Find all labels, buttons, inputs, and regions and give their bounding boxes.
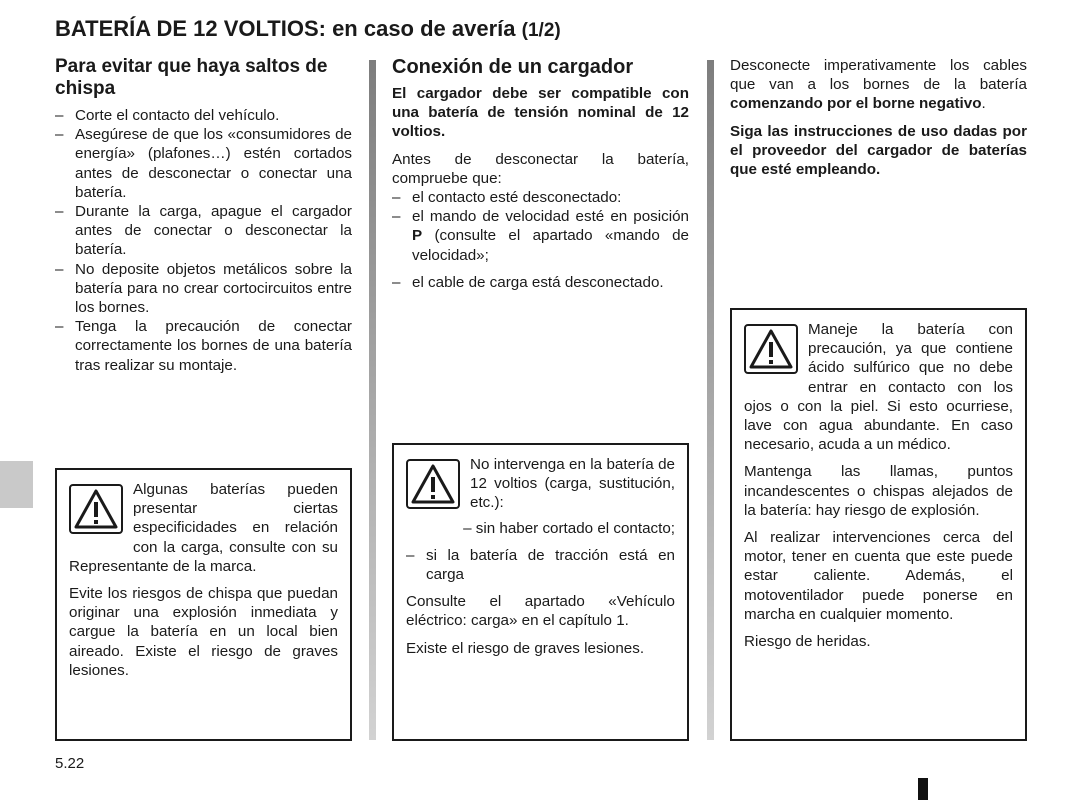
warning-triangle-icon xyxy=(406,459,460,509)
list-item: – No deposite objetos metálicos sobre la batería para no crear cortocircuitos entre los bornes. xyxy=(55,260,352,318)
warning-box-acid xyxy=(730,308,1027,741)
list-item: – el contacto esté desconectado: xyxy=(392,188,689,207)
page-number: 5.22 xyxy=(55,755,85,772)
list-item: – Asegúrese de que los «consumidores de energía» (plafones…) estén cortados antes de desconectar o conectar una batería. xyxy=(55,125,352,202)
page-title-suffix: (1/2) xyxy=(521,20,561,41)
column-separator-2 xyxy=(707,60,714,740)
warning-list xyxy=(406,546,675,584)
column-2 xyxy=(392,56,689,292)
supplier-instructions-note: Siga las instrucciones de uso dadas por el proveedor del cargador de baterías que esté empleando. xyxy=(730,122,1027,179)
warning-text: Riesgo de heridas. xyxy=(744,633,871,651)
warning-text: – sin haber cortado el contacto; xyxy=(463,519,675,537)
warning-text: Existe el riesgo de graves lesiones. xyxy=(406,639,645,657)
list-item: – si la batería de tracción está en carga xyxy=(406,546,675,584)
warning-text: Algunas baterías pueden presentar ciertas especificidades en relación con la carga, consulte con su Representante de la marca. xyxy=(69,481,338,575)
warning-text: Consulte el apartado «Vehículo eléctrico: carga» en el capítulo 1. xyxy=(406,593,675,630)
charger-compatibility-note: El cargador debe ser compatible con una batería de tensión nominal de 12 voltios. xyxy=(392,85,689,141)
list-item: – Tenga la precaución de conectar correctamente los bornes de una batería tras realizar su montaje. xyxy=(55,317,352,375)
warning-text: Maneje la batería con precaución, ya que contiene ácido sulfúrico que no debe entrar en contacto con los ojos o con la piel. Si esto ocurriese, lave con agua abundante. En caso necesario, acuda a un médico. xyxy=(744,321,1013,454)
check-intro: Antes de desconectar la batería, compruebe que: xyxy=(392,150,689,187)
list-item: – el mando de velocidad esté en posición P (consulte el apartado «mando de velocidad»; xyxy=(392,207,689,265)
disconnect-instruction: Desconecte imperativamente los cables que van a los bornes de la batería comenzando por el borne negativo. xyxy=(730,57,1027,113)
pre-disconnect-checklist xyxy=(392,188,689,292)
chapter-tab xyxy=(0,461,33,508)
warning-box-12v xyxy=(392,443,689,741)
list-item: – Durante la carga, apague el cargador antes de conectar o desconectar la batería. xyxy=(55,202,352,260)
page-edge-marker xyxy=(918,778,928,800)
warning-text: Mantenga las llamas, puntos incandescentes o chispas alejados de la batería: hay riesgo de explosión. xyxy=(744,463,1013,519)
spark-prevention-list xyxy=(55,106,352,375)
column-1 xyxy=(55,56,352,375)
list-item: – Corte el contacto del vehículo. xyxy=(55,106,352,125)
page-title-main: BATERÍA DE 12 VOLTIOS: en caso de avería xyxy=(55,16,516,41)
page-title xyxy=(55,16,561,42)
warning-text: No intervenga en la batería de 12 voltios (carga, sustitución, etc.): xyxy=(470,456,675,512)
warning-box-charging xyxy=(55,468,352,741)
warning-triangle-icon xyxy=(744,324,798,374)
warning-text: Evite los riesgos de chispa que puedan originar una explosión inmediata y cargue la batería en un local bien aireado. Existe el riesgo de graves lesiones. xyxy=(69,585,338,679)
warning-text: Al realizar intervenciones cerca del motor, tener en cuenta que este puede estar caliente. Además, el motoventilador puede ponerse en marcha en cualquier momento. xyxy=(744,529,1013,623)
column-separator-1 xyxy=(369,60,376,740)
warning-triangle-icon xyxy=(69,484,123,534)
list-item: – el cable de carga está desconectado. xyxy=(392,273,689,292)
column-3 xyxy=(730,56,1027,187)
section-heading-charger: Conexión de un cargador xyxy=(392,56,634,78)
section-heading-spark: Para evitar que haya saltos de chispa xyxy=(55,56,328,99)
